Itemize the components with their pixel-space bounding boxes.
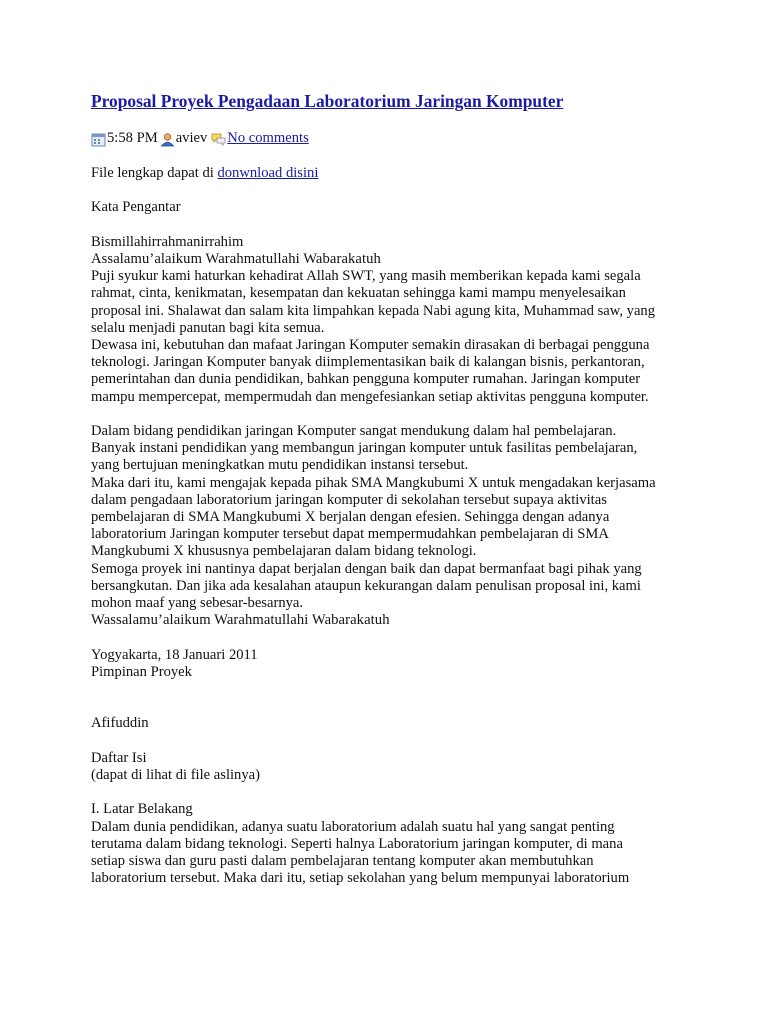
text-line: proposal ini. Shalawat dan salam kita limpahkan kepada Nabi agung kita, Muhammad saw, yang <box>91 302 656 319</box>
file-line <box>91 165 691 182</box>
text-line: Maka dari itu, kami mengajak kepada pihak SMA Mangkubumi X untuk mengadakan kerjasama <box>91 474 656 491</box>
text-line: Pimpinan Proyek <box>91 663 192 680</box>
calendar-icon <box>91 132 106 147</box>
text-line: mampu mempercepat, mempermudah dan mengefesiankan setiap aktivitas pengguna komputer. <box>91 388 649 405</box>
text-line: Wassalamu’alaikum Warahmatullahi Wabarakatuh <box>91 612 390 629</box>
text-line: laboratorium tersebut. Maka dari itu, setiap sekolahan yang belum mempunyai laboratorium <box>91 870 630 887</box>
text-line: yang bertujuan meningkatkan mutu pendidikan instansi tersebut. <box>91 457 469 474</box>
file-line-prefix: File lengkap dapat di <box>91 165 218 181</box>
text-line: mohon maaf yang sebesar-besarnya. <box>91 595 304 612</box>
comments-link[interactable]: No comments <box>227 130 309 147</box>
comment-icon <box>211 132 226 147</box>
text-line: Bismillahirrahmanirrahim <box>91 233 244 250</box>
text-line: Dalam dunia pendidikan, adanya suatu laboratorium adalah suatu hal yang sangat penting <box>91 818 615 835</box>
text-line: selalu menjadi panutan bagi kita semua. <box>91 319 325 336</box>
signature-name: Afifuddin <box>91 715 149 732</box>
post-title-link[interactable]: Proposal Proyek Pengadaan Laboratorium Jaringan Komputer <box>91 91 564 111</box>
text-line: Dalam bidang pendidikan jaringan Komputer sangat mendukung dalam hal pembelajaran. <box>91 423 617 439</box>
text-line: Semoga proyek ini nantinya dapat berjalan dengan baik dan dapat bermanfaat bagi pihak yang <box>91 560 642 577</box>
text-line: rahmat, cinta, kenikmatan, kesempatan dan kekuatan sehingga kami mampu menyelesaikan <box>91 285 626 302</box>
text-line: dalam pengadaan laboratorium jaringan komputer di sekolahan tersebut supaya aktivitas <box>91 491 607 508</box>
section-heading: I. Latar Belakang <box>91 801 193 818</box>
text-line: bersangkutan. Dan jika ada kesalahan ataupun kekurangan dalam penulisan proposal ini, kami <box>91 577 641 594</box>
text-line: Banyak instani pendidikan yang membangun jaringan komputer untuk fasilitas pembelajaran, <box>91 440 638 457</box>
text-line: terutama dalam bidang teknologi. Seperti halnya Laboratorium jaringan komputer, di mana <box>91 835 623 852</box>
post-author: aviev <box>175 130 208 147</box>
text-line: pemerintahan dan dunia pendidikan, bahkan pengguna komputer rumahan. Jaringan komputer <box>91 371 641 388</box>
user-icon <box>160 132 175 147</box>
download-link[interactable]: donwnload disini <box>217 165 319 181</box>
text-line: (dapat di lihat di file aslinya) <box>91 767 260 784</box>
text-line: pembelajaran di SMA Mangkubumi X berjalan dengan efesien. Sehingga dengan adanya <box>91 509 610 526</box>
text-line: Puji syukur kami haturkan kehadirat Allah SWT, yang masih memberikan kepada kami segala <box>91 268 641 285</box>
text-line: Assalamu’alaikum Warahmatullahi Wabarakatuh <box>91 250 381 267</box>
section-heading: Kata Pengantar <box>91 199 181 216</box>
text-line: Mangkubumi X khususnya pembelajaran dalam bidang teknologi. <box>91 543 477 560</box>
text-line: setiap siswa dan guru pasti dalam pembelajaran tentang komputer akan membutuhkan <box>91 853 594 870</box>
post-time: 5:58 PM <box>107 130 158 147</box>
post-meta <box>91 129 691 149</box>
post-content <box>91 90 691 887</box>
text-line: teknologi. Jaringan Komputer banyak diimplementasikan baik di kalangan bisnis, perkantoran, <box>91 354 645 371</box>
text-line: laboratorium Jaringan komputer tersebut dapat mempermudahkan pembelajaran di SMA <box>91 526 609 543</box>
text-line: Dewasa ini, kebutuhan dan mafaat Jaringan Komputer semakin dirasakan di berbagai pengguna <box>91 337 650 353</box>
section-heading: Daftar Isi <box>91 749 147 766</box>
text-line: Yogyakarta, 18 Januari 2011 <box>91 646 258 663</box>
